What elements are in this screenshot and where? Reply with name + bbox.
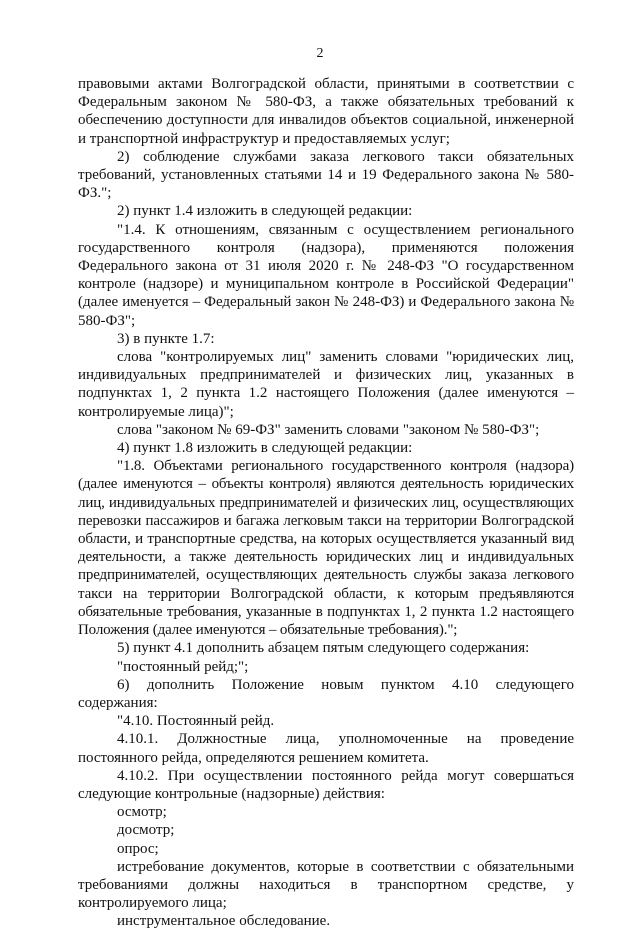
list-item-instrumental-examination: инструментальное обследование. <box>117 913 331 930</box>
paragraph-continuation: правовыми актами Волгоградской области, принятыми в соответствии с Федеральным законом № 580-ФЗ, а также обязательных требований к обеспечению доступности для инвалидов объектов социальной, инженерной и транспортной инфраструктур и предоставляемых услуг; <box>78 76 574 147</box>
paragraph-add-4-10: 6) дополнить Положение новым пунктом 4.10 следующего содержания: <box>78 676 574 711</box>
paragraph-amend-1-8: 4) пункт 1.8 изложить в следующей редакции: <box>117 440 413 457</box>
document-body <box>78 75 574 931</box>
paragraph-replace-law-69: слова "законом № 69-ФЗ" заменить словами "законом № 580-ФЗ"; <box>117 421 540 438</box>
paragraph-clause-4-10: "4.10. Постоянный рейд. <box>117 713 275 730</box>
paragraph-clause-4-10-1: 4.10.1. Должностные лица, уполномоченные на проведение постоянного рейда, определяются решением комитета. <box>78 731 574 766</box>
paragraph-amend-1-4: 2) пункт 1.4 изложить в следующей редакции: <box>117 203 413 220</box>
list-item-survey: опрос; <box>117 840 159 857</box>
paragraph-replace-controlled-persons: слова "контролируемых лиц" заменить словами "юридических лиц, индивидуальных предпринимателей и физических лиц, указанных в подпунктах 1, 2 пункта 1.2 настоящего Положения (далее именуются – контролируемые лица)"; <box>78 349 574 420</box>
page-number: 2 <box>316 46 324 61</box>
paragraph-clause-4-10-2: 4.10.2. При осуществлении постоянного рейда могут совершаться следующие контрольные (надзорные) действия: <box>78 767 574 802</box>
list-item-document-request: истребование документов, которые в соответствии с обязательными требованиями должны находиться в транспортном средстве, у контролируемого лица; <box>78 858 574 912</box>
paragraph-item-2-services: 2) соблюдение службами заказа легкового такси обязательных требований, установленных статьями 14 и 19 Федерального закона № 580-ФЗ."; <box>78 148 574 202</box>
list-item-inspection: осмотр; <box>117 804 167 821</box>
paragraph-amend-1-7: 3) в пункте 1.7: <box>117 330 215 347</box>
paragraph-amend-4-1: 5) пункт 4.1 дополнить абзацем пятым следующего содержания: <box>117 640 530 657</box>
list-item-search: досмотр; <box>117 822 175 839</box>
paragraph-permanent-raid-quote: "постоянный рейд;"; <box>117 658 249 675</box>
paragraph-clause-1-8: "1.8. Объектами регионального государственного контроля (надзора) (далее именуются – объекты контроля) являются деятельность юридических лиц, индивидуальных предпринимателей и физических лиц, осуществляющих перевозки пассажиров и багажа легковым такси на территории Волгоградской области, и транспортные средства, на которых осуществляется указанный вид деятельности, а также деятельность юридических лиц и индивидуальных предпринимателей, осуществляющих деятельность службы заказа легкового такси на территории Волгоградской области, к которым предъявляются обязательные требования, указанные в подпунктах 1, 2 пункта 1.2 настоящего Положения (далее именуются – обязательные требования)."; <box>78 458 574 639</box>
paragraph-clause-1-4: "1.4. К отношениям, связанным с осуществлением регионального государственного контроля (надзора), применяются положения Федерального закона от 31 июля 2020 г. № 248-ФЗ "О государственном контроле (надзоре) и муниципальном контроле в Российской Федерации" (далее именуется – Федеральный закон № 248-ФЗ) и Федерального закона № 580-ФЗ"; <box>78 221 574 329</box>
